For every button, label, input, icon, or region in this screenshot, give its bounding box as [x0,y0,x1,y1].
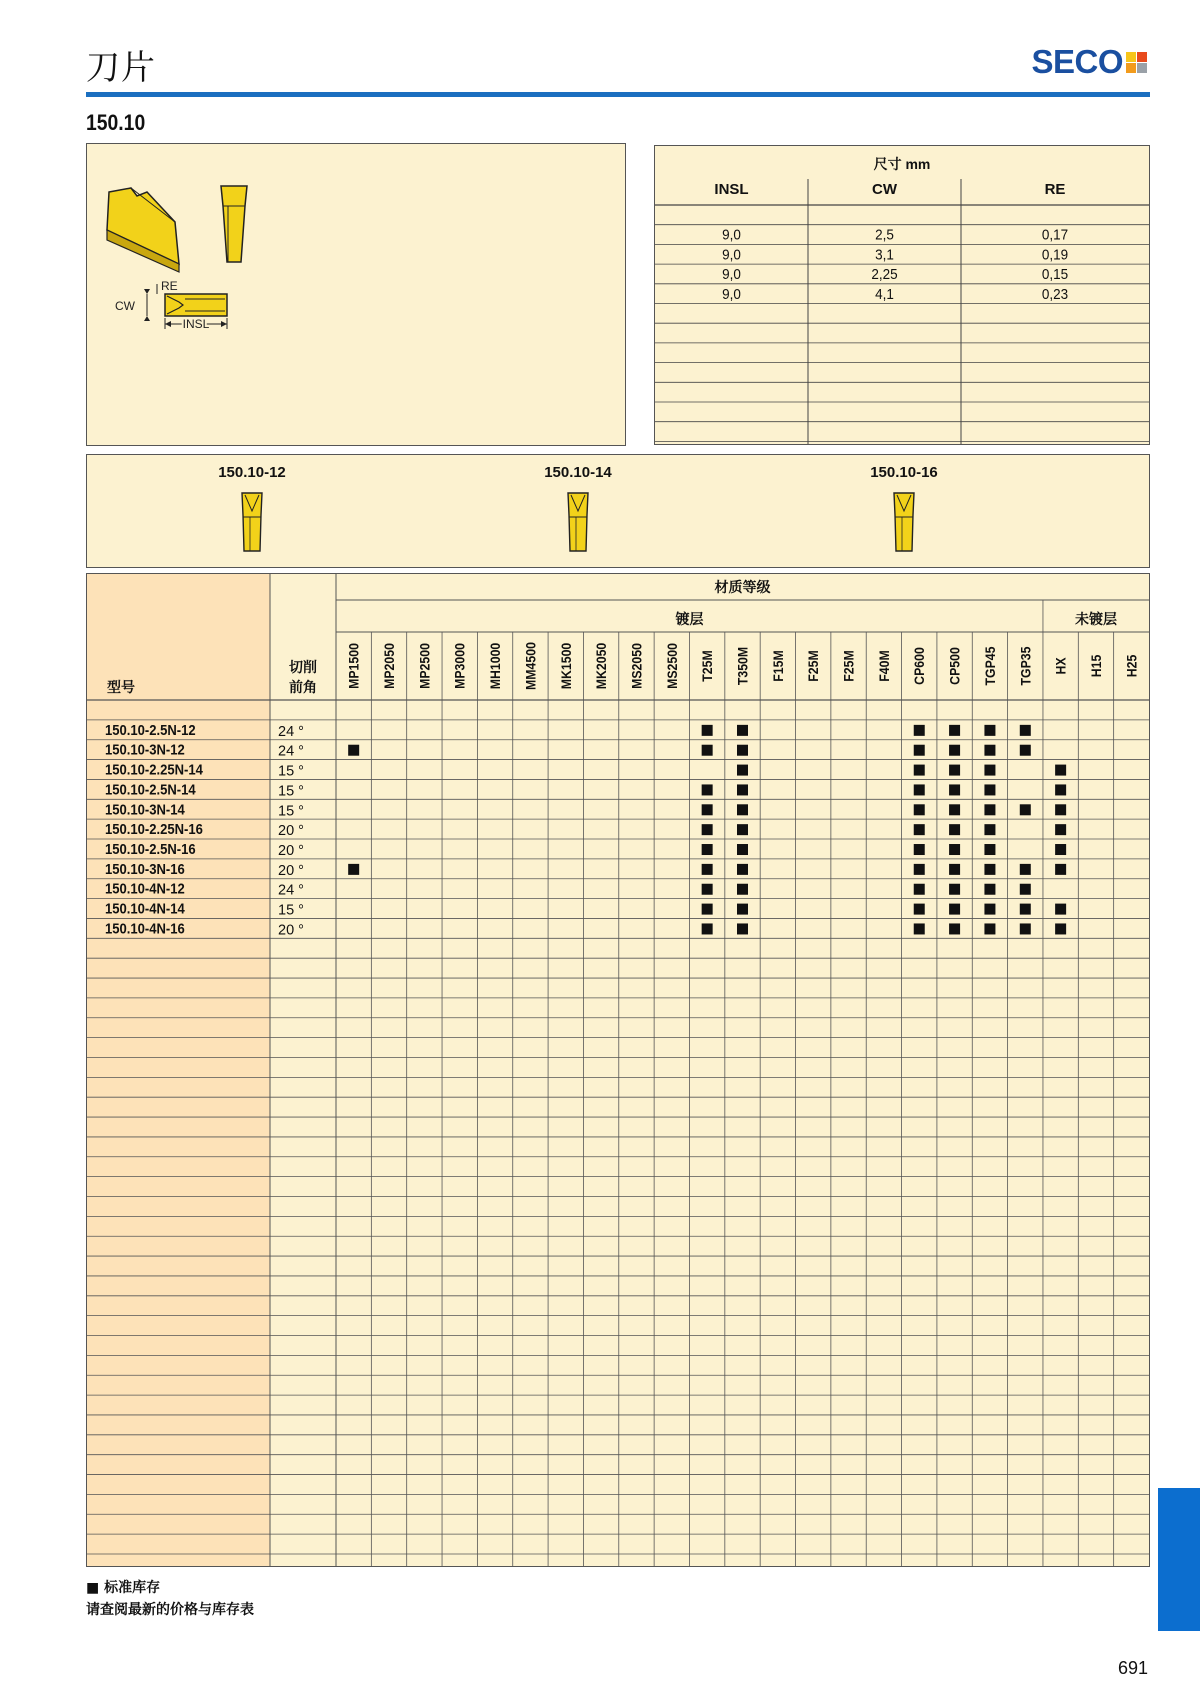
grade-col-f15m: F15M [770,650,787,682]
grade-col-cp600: CP600 [911,647,928,685]
stock-mark [914,864,925,875]
stock-mark [1055,864,1066,875]
stock-mark [1020,745,1031,756]
stock-mark [914,725,925,736]
stock-mark [1020,904,1031,915]
grade-col-ms2050: MS2050 [628,643,645,689]
dim-cell: 0,17 [1041,227,1069,244]
stock-mark [1020,725,1031,736]
stock-mark [702,784,713,795]
insert-drawing [87,144,625,445]
stock-mark [1055,824,1066,835]
stock-mark [737,884,748,895]
model-cell: 150.10-4N-14 [105,900,185,917]
coated-header: 镀层 [675,611,704,627]
dim-cell: 0,15 [1041,266,1069,284]
header-rule [86,92,1150,97]
grade-matrix [86,573,1150,1567]
angle-cell: 20 ° [278,862,304,879]
series-title: 150.10 [86,110,146,135]
stock-mark [348,745,359,756]
stock-mark [914,844,925,855]
stock-mark [949,844,960,855]
grade-col-mp2500: MP2500 [416,643,433,689]
stock-mark [1020,923,1031,934]
model-cell: 150.10-3N-16 [105,861,185,878]
stock-mark [702,844,713,855]
material-header: 材质等级 [714,579,771,595]
stock-mark [702,884,713,895]
grade-col-mk1500: MK1500 [558,642,574,690]
dim-cell: 9,0 [722,227,741,244]
dim-cell: 9,0 [722,286,741,304]
dim-col-cw: CW [872,181,897,198]
stock-mark [737,923,748,934]
dimensions-grid [655,146,1149,444]
stock-mark [1055,923,1066,934]
stock-mark [984,824,995,835]
model-cell: 150.10-3N-14 [105,801,185,818]
insert-type-label-3: 150.10-16 [870,464,938,481]
stock-mark [737,864,748,875]
stock-mark [949,884,960,895]
insert-type-label-2: 150.10-14 [544,464,612,481]
stock-mark [914,804,925,815]
grade-col-hx: HX [1052,657,1069,675]
stock-mark [914,765,925,776]
stock-mark [1055,784,1066,795]
angle-cell: 24 ° [278,743,304,760]
grade-col-mk2050: MK2050 [593,642,610,690]
angle-cell: 15 ° [278,783,304,800]
page-number: 691 [1117,1658,1148,1678]
grade-col-mp1500: MP1500 [345,643,362,689]
dim-col-insl: INSL [714,181,749,198]
logo-mark-icon [1126,50,1148,74]
grade-col-t25m: T25M [699,650,716,682]
stock-mark [949,824,960,835]
stock-mark [1055,804,1066,815]
insert-type-label-1: 150.10-12 [218,464,286,481]
stock-mark [949,923,960,934]
stock-mark [737,784,748,795]
dim-cell: 0,19 [1041,246,1069,264]
grade-col-h15: H15 [1088,654,1105,678]
insert-type-icon-2 [568,493,588,551]
dimensions-table [654,145,1150,445]
stock-mark [984,765,995,776]
grade-col-tgp35: TGP35 [1017,646,1034,686]
label-re: RE [161,279,178,293]
grade-grid [87,574,1149,1566]
model-cell: 150.10-2.5N-12 [105,722,196,739]
stock-mark [949,864,960,875]
legend-stock: ■ 标准库存 [86,1580,161,1596]
insert-type-icon-1 [242,493,262,551]
grade-col-tgp45: TGP45 [982,646,999,686]
stock-mark [914,745,925,756]
dim-cell: 2,25 [871,266,898,284]
side-tab [1158,1488,1200,1631]
stock-mark [1055,904,1066,915]
stock-mark [984,884,995,895]
grade-col-h25: H25 [1123,654,1140,678]
page-title: 刀片 [86,48,156,88]
label-insl: INSL [182,317,210,331]
dim-col-re: RE [1044,181,1066,198]
grade-col-f25m: F25M [840,650,857,682]
stock-mark [914,884,925,895]
stock-mark [702,904,713,915]
stock-mark [914,904,925,915]
insert-3d-icon [107,188,179,272]
dim-cell: 4,1 [875,286,894,304]
stock-mark [702,824,713,835]
stock-mark [984,904,995,915]
insert-front-icon [221,186,247,262]
insert-drawing-panel [86,143,626,446]
model-cell: 150.10-2.5N-16 [105,841,196,858]
stock-mark [737,804,748,815]
dim-cell: 9,0 [722,266,741,284]
grade-col-mp2050: MP2050 [381,643,398,689]
grade-col-f40m: F40M [876,650,893,682]
stock-mark [737,725,748,736]
model-cell: 150.10-4N-12 [105,881,185,897]
model-cell: 150.10-2.25N-16 [105,821,203,838]
model-cell: 150.10-4N-16 [105,920,185,937]
stock-mark [702,725,713,736]
grade-col-f25m: F25M [805,650,822,682]
dim-cell: 0,23 [1041,286,1069,304]
col-header-model: 型号 [107,679,135,695]
grade-col-mp3000: MP3000 [451,643,468,689]
stock-mark [737,765,748,776]
stock-mark [984,804,995,815]
stock-mark [702,923,713,934]
label-cw: CW [115,299,135,313]
stock-mark [737,904,748,915]
uncoated-header: 未镀层 [1074,611,1117,627]
stock-mark [737,824,748,835]
stock-mark [984,745,995,756]
grade-col-ms2500: MS2500 [664,643,680,689]
grade-col-cp500: CP500 [946,647,963,685]
stock-mark [984,725,995,736]
stock-mark [949,804,960,815]
model-cell: 150.10-2.5N-14 [105,781,196,798]
stock-mark [1020,804,1031,815]
angle-cell: 24 ° [278,882,304,899]
stock-mark [984,784,995,795]
stock-mark [949,765,960,776]
insert-type-icon-3 [894,493,914,551]
stock-mark [702,804,713,815]
stock-mark [949,745,960,756]
angle-cell: 15 ° [278,902,304,919]
grade-col-t350m: T350M [734,646,751,686]
stock-mark [348,864,359,875]
stock-mark [702,864,713,875]
stock-mark [1055,765,1066,776]
stock-mark [914,824,925,835]
stock-mark [984,923,995,934]
stock-mark [737,844,748,855]
dim-cell: 2,5 [875,227,894,244]
stock-mark [914,923,925,934]
stock-mark [914,784,925,795]
dim-group-header: 尺寸 mm [873,156,931,172]
legend-note: 请查阅最新的价格与库存表 [86,1602,254,1618]
grade-col-mm4500: MM4500 [522,642,539,690]
angle-cell: 20 ° [278,843,304,860]
grade-col-mh1000: MH1000 [487,642,504,690]
angle-cell: 15 ° [278,803,304,820]
angle-cell: 15 ° [278,763,304,780]
stock-mark [984,864,995,875]
model-cell: 150.10-2.25N-14 [105,761,203,778]
dim-cell: 3,1 [875,246,894,264]
stock-mark [702,745,713,756]
stock-mark [1020,864,1031,875]
stock-mark [984,844,995,855]
col-header-angle-2: 前角 [289,679,317,695]
stock-mark [1020,884,1031,895]
legend [86,1577,254,1621]
stock-mark [949,725,960,736]
logo-text: SECO [1031,43,1123,80]
stock-mark [1055,844,1066,855]
angle-cell: 20 ° [278,922,304,939]
stock-mark [737,745,748,756]
dim-cell: 9,0 [722,246,741,264]
insert-types-panel [86,454,1150,568]
angle-cell: 24 ° [278,723,304,740]
col-header-angle-1: 切削 [289,659,317,675]
stock-mark [949,904,960,915]
angle-cell: 20 ° [278,823,304,840]
seco-logo [1031,44,1148,80]
model-cell: 150.10-3N-12 [105,742,185,758]
stock-mark [949,784,960,795]
